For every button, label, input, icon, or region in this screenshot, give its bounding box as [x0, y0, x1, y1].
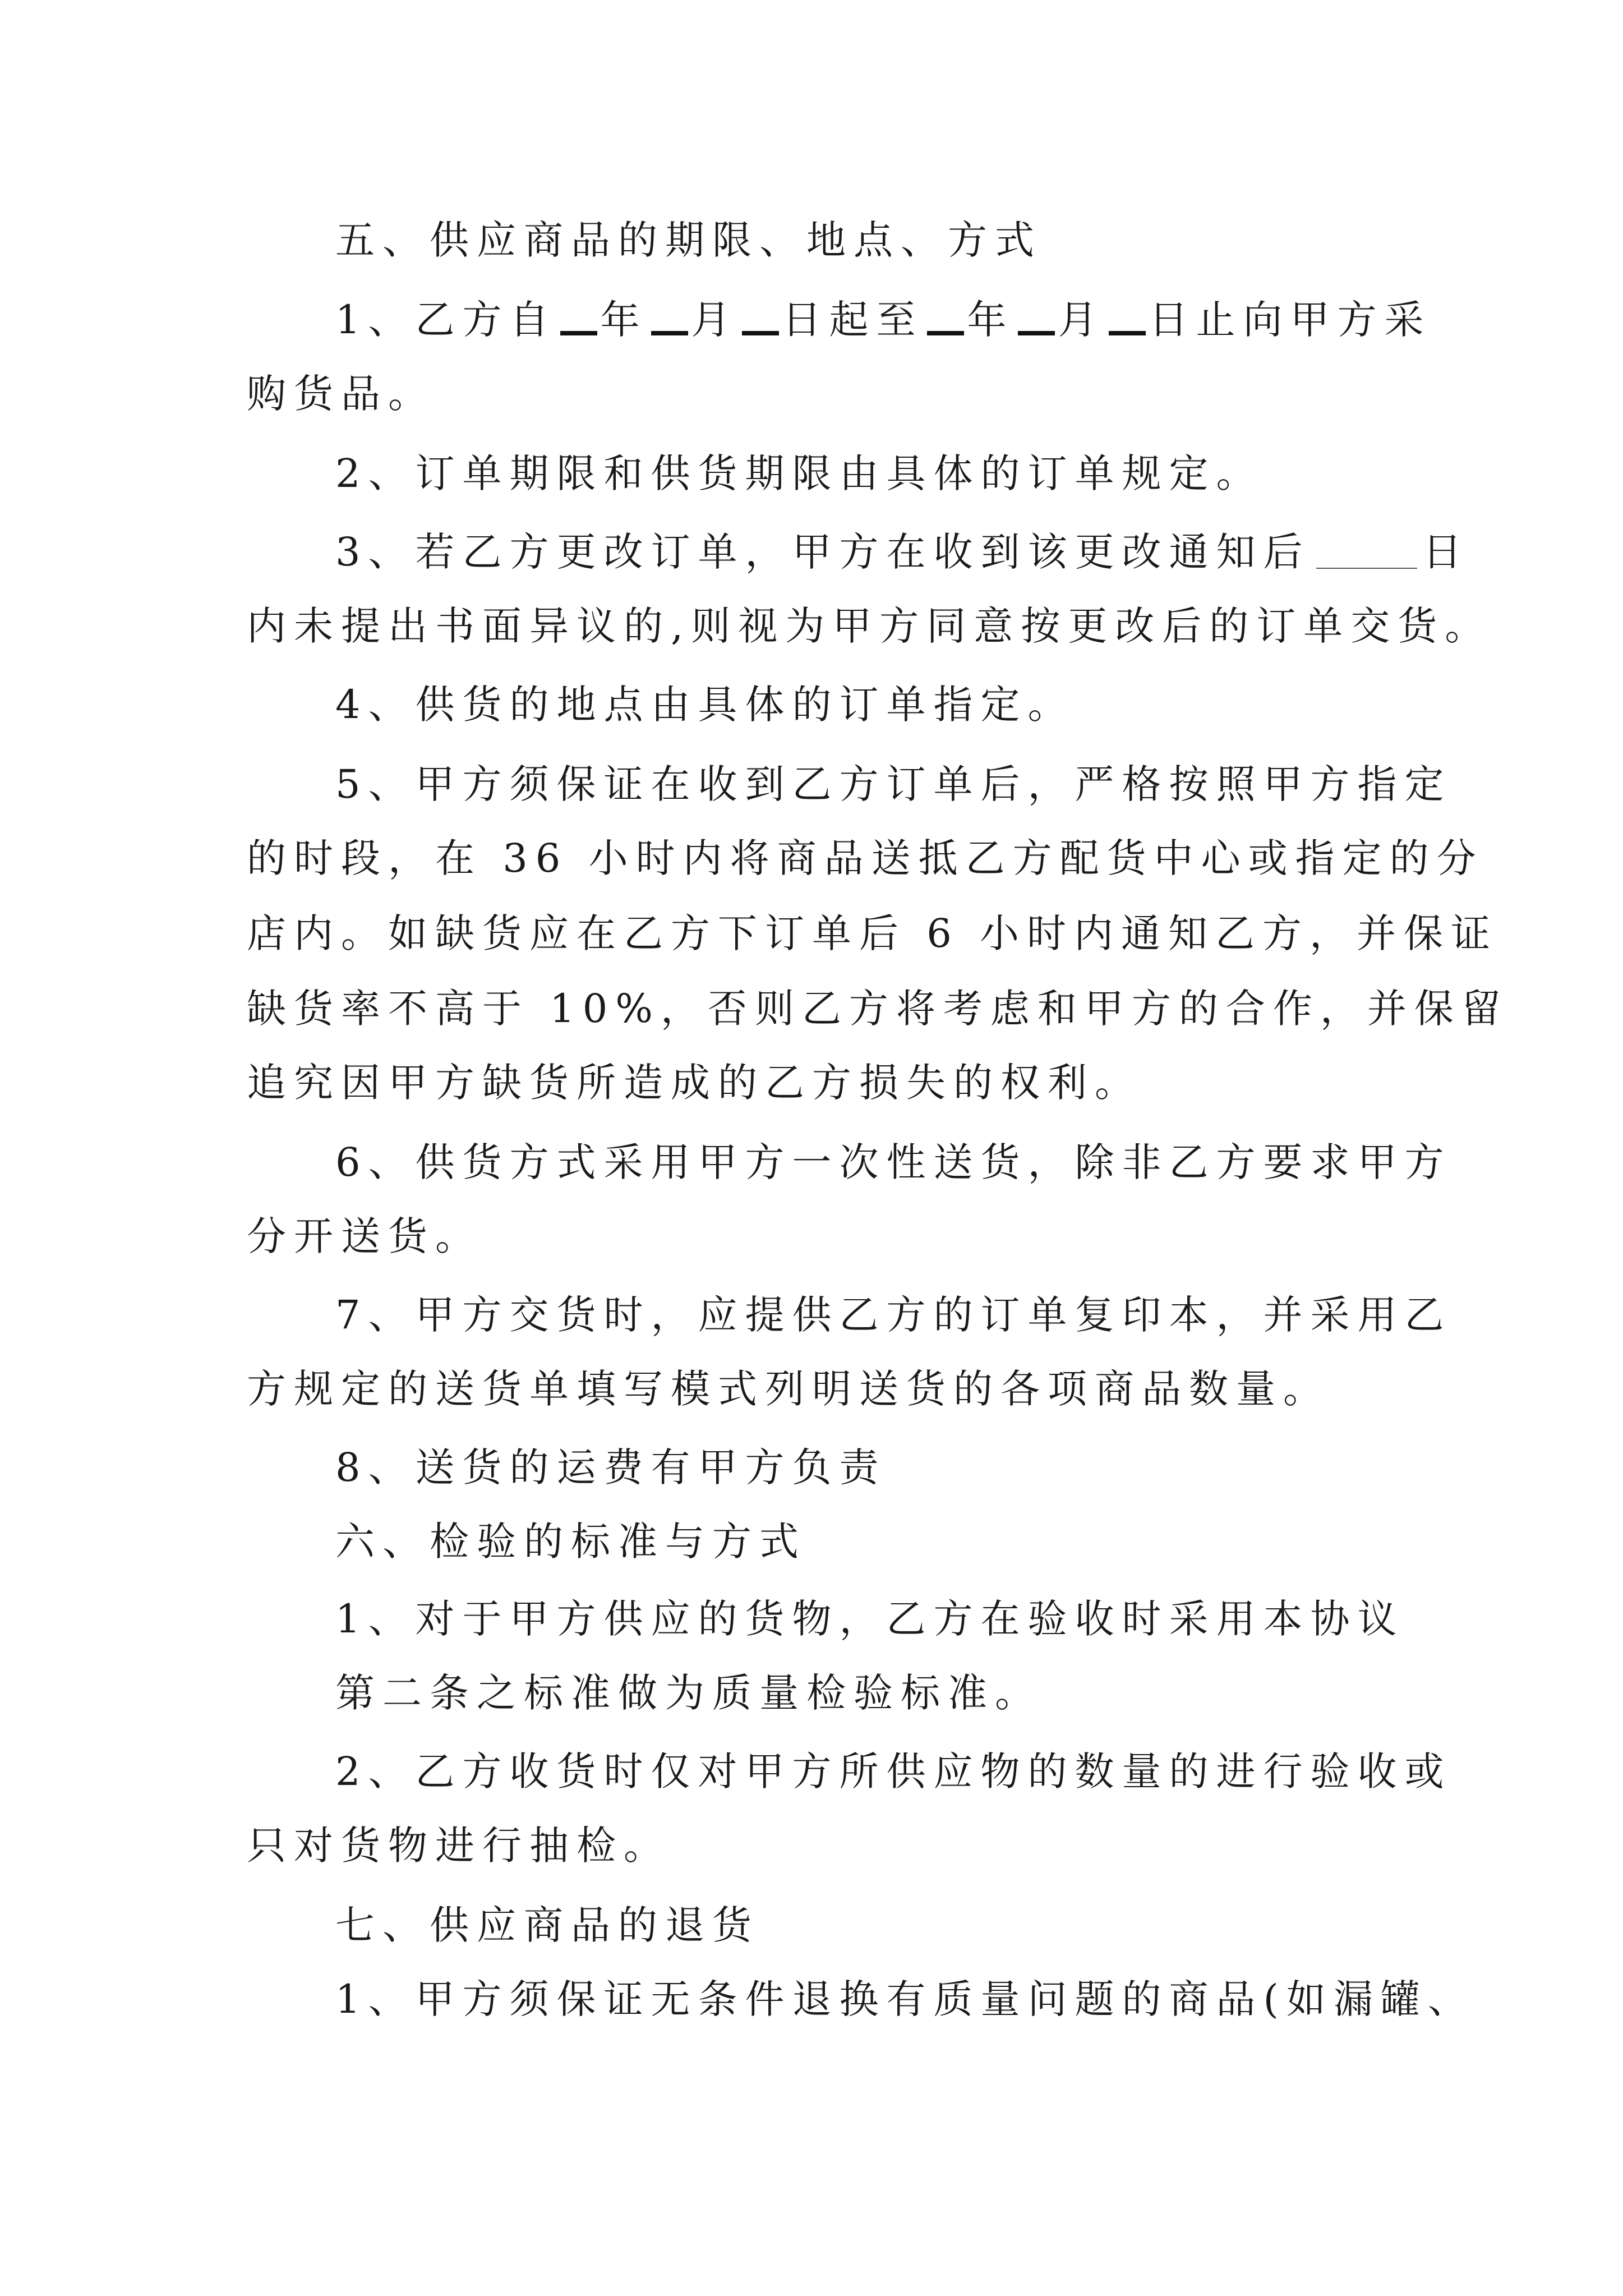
fill-in-blank [560, 331, 597, 335]
section-5-item-2: 2、订单期限和供货期限由具体的订单规定。 [335, 450, 1264, 496]
text-segment: 日止向甲方采 [1149, 297, 1432, 343]
section-5-item-6-line-2: 分开送货。 [247, 1213, 482, 1259]
fill-in-blank [1018, 331, 1055, 335]
section-5-item-5-line-2: 的时段，在 36 小时内将商品送抵乙方配货中心或指定的分 [247, 835, 1484, 881]
section-6-item-2-line-2: 只对货物进行抽检。 [247, 1823, 671, 1869]
section-5-item-3-line-2: 内未提出书面异议的,则视为甲方同意按更改后的订单交货。 [247, 603, 1492, 649]
text-segment: 1、乙方自 [335, 297, 557, 343]
text-segment: 3、若乙方更改订单，甲方在收到该更改通知后 [335, 529, 1311, 575]
fill-in-blank [1109, 331, 1146, 335]
text-segment: 年 [600, 297, 648, 343]
section-5-item-6-line-1: 6、供货方式采用甲方一次性送货，除非乙方要求甲方 [335, 1139, 1452, 1185]
section-5-item-1-line-2: 购货品。 [247, 371, 435, 417]
text-segment: 年 [967, 297, 1015, 343]
section-5-heading: 五、供应商品的期限、地点、方式 [335, 217, 1042, 263]
section-7-item-1: 1、甲方须保证无条件退换有质量问题的商品(如漏罐、 [335, 1976, 1475, 2022]
text-segment: 月 [1058, 297, 1105, 343]
section-5-item-4: 4、供货的地点由具体的订单指定。 [335, 682, 1075, 728]
fill-in-blank [927, 331, 964, 335]
fill-in-blank [651, 331, 688, 335]
section-5-item-5-line-4: 缺货率不高于 10%，否则乙方将考虑和甲方的合作，并保留 [247, 986, 1509, 1032]
fill-in-blank [742, 331, 779, 335]
section-5-item-8: 8、送货的运费有甲方负责 [335, 1444, 887, 1490]
section-7-heading: 七、供应商品的退货 [335, 1902, 759, 1948]
section-6-heading: 六、检验的标准与方式 [335, 1519, 806, 1565]
section-5-item-7-line-1: 7、甲方交货时，应提供乙方的订单复印本，并采用乙 [335, 1292, 1452, 1338]
text-segment: 月 [691, 297, 739, 343]
section-6-item-1-line-1: 1、对于甲方供应的货物，乙方在验收时采用本协议 [335, 1596, 1405, 1642]
section-6-item-2-line-1: 2、乙方收货时仅对甲方所供应物的数量的进行验收或 [335, 1749, 1452, 1795]
section-5-item-1-line-1 [335, 292, 1491, 348]
text-segment: 日起至 [782, 297, 924, 343]
fill-in-blank [1316, 568, 1417, 569]
text-segment: 日 [1422, 529, 1470, 575]
section-5-item-3-line-1 [335, 524, 1491, 580]
section-6-item-1-line-2: 第二条之标准做为质量检验标准。 [335, 1670, 1042, 1716]
section-5-item-5-line-1: 5、甲方须保证在收到乙方订单后，严格按照甲方指定 [335, 761, 1452, 807]
section-5-item-7-line-2: 方规定的送货单填写模式列明送货的各项商品数量。 [247, 1366, 1330, 1412]
section-5-item-5-line-5: 追究因甲方缺货所造成的乙方损失的权利。 [247, 1060, 1142, 1106]
section-5-item-5-line-3: 店内。如缺货应在乙方下订单后 6 小时内通知乙方，并保证 [247, 910, 1498, 956]
